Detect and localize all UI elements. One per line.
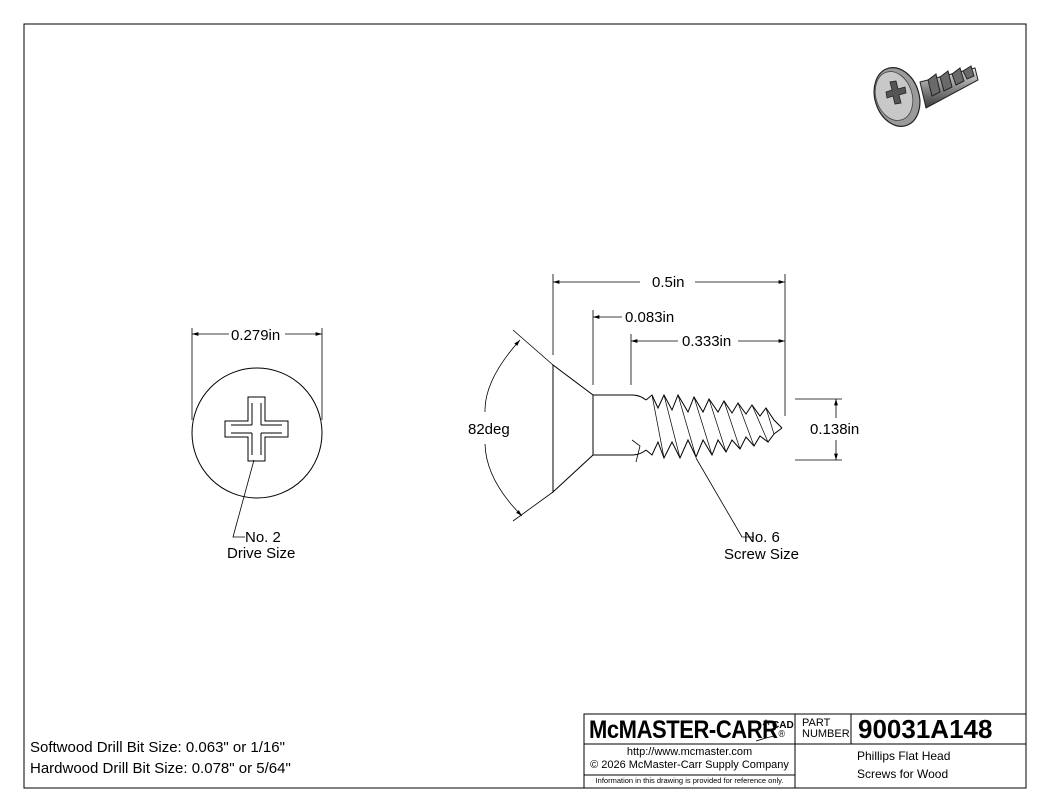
- side-view-dimensions: [468, 274, 859, 563]
- drawing-border: [24, 24, 1026, 788]
- head-diameter-label: 0.279in: [231, 327, 281, 344]
- mcmaster-logo: McMASTER-CARR®: [589, 716, 785, 744]
- screw-thumbnail-icon: [867, 62, 978, 133]
- disclaimer: Information in this drawing is provided for reference only.: [595, 776, 784, 785]
- copyright: © 2026 McMaster-Carr Supply Company: [590, 759, 789, 771]
- screw-side-view: [553, 365, 782, 492]
- phillips-cross-icon: [225, 397, 288, 461]
- mcmaster-url: http://www.mcmaster.com: [626, 746, 753, 758]
- part-number-label: PART NUMBER: [802, 717, 850, 740]
- head-angle-label: 82deg: [468, 421, 510, 438]
- overall-length-label: 0.5in: [652, 274, 685, 291]
- screw-size-line2: Screw Size: [724, 546, 800, 563]
- part-number: 90031A148: [858, 714, 993, 744]
- thread-length-label: 0.333in: [682, 333, 732, 350]
- head-height-label: 0.083in: [625, 309, 675, 326]
- hardwood-drill-note: Hardwood Drill Bit Size: 0.078" or 5/64": [30, 760, 291, 777]
- drive-size-line2: Drive Size: [227, 545, 296, 562]
- shank-diameter-label: 0.138in: [810, 421, 860, 438]
- screw-size-line1: No. 6: [744, 529, 780, 546]
- title-block-logo: [589, 716, 789, 744]
- softwood-drill-note: Softwood Drill Bit Size: 0.063" or 1/16": [30, 739, 285, 756]
- drive-size-line1: No. 2: [245, 529, 281, 546]
- cad-mark: CAD: [772, 720, 794, 731]
- head-top-view: [192, 327, 322, 562]
- part-description: Phillips Flat Head Screws for Wood: [857, 749, 951, 781]
